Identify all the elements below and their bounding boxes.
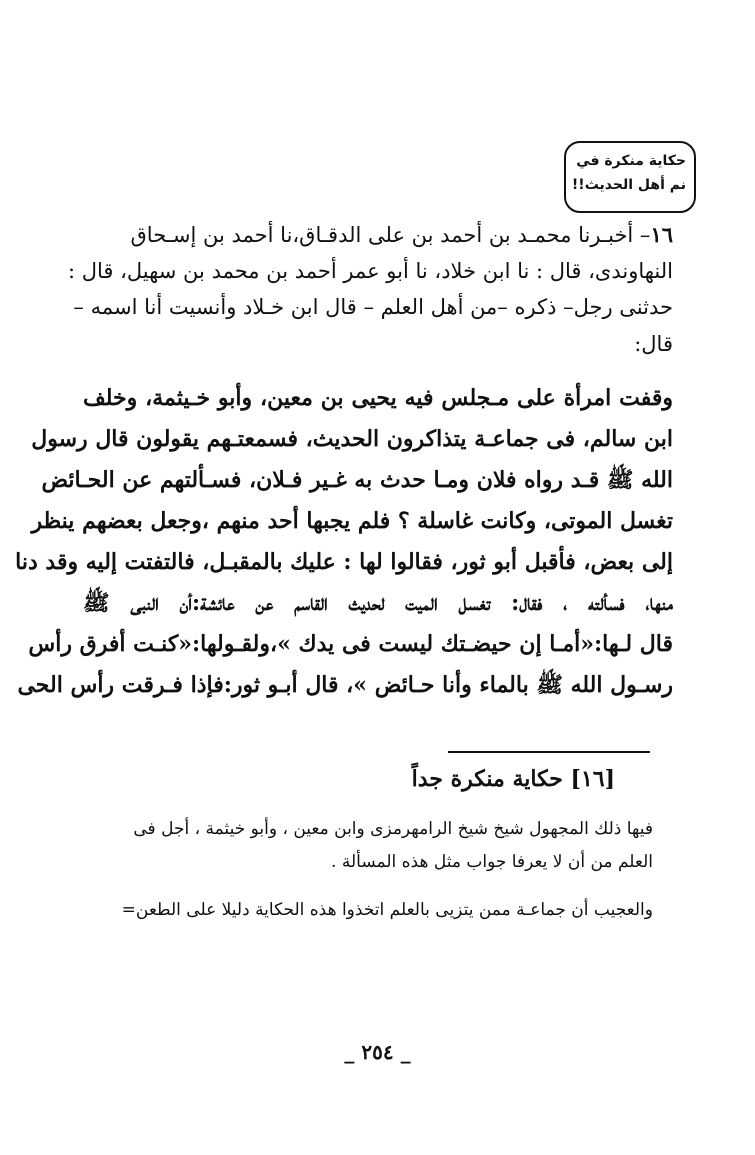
footnote-title: [١٦] حكاية منكرة جداً	[411, 766, 615, 792]
page-number: _ ٢٥٤ _	[344, 1040, 411, 1064]
footnote-line-3: والعجيب أن جماعـة ممن يتزيى بالعلم اتخذوا هذه الحكاية دليلا على الطعن=	[121, 900, 653, 920]
side-note-line-2: نم أهل الحديث!!	[571, 177, 686, 193]
story-line-2: ابن سالم، فى جماعـة يتذاكرون الحديث، فسمعتـهم يقولون قال رسول	[31, 426, 673, 452]
footnote-line-2: العلم من أن لا يعرفا جواب مثل هذه المسألة .	[331, 852, 653, 872]
footnote-line-1: فيها ذلك المجهول شيخ شيخ الرامهرمزى وابن معين ، وأبو خيثمة ، أجل فى	[133, 819, 653, 839]
narration-line-2: النهاوندى، قال : نا ابن خلاد، نا أبو عمر أحمد بن محمد بن سهيل، قال :	[67, 259, 673, 283]
narration-line-4: قال:	[634, 332, 673, 356]
narration-line-1	[83, 218, 673, 252]
story-line-3: الله ﷺ قـد رواه فلان ومـا حدث به غـير فـلان، فسـألتهم عن الحـائض	[41, 467, 673, 493]
story-line-6: منها، فسألته ، فقال: تغسل الميت لحديث القاسم عن عائشة:أن النبى ﷺ	[83, 590, 673, 616]
story-line-7: قال لـها:«أمـا إن حيضـتك ليست فى يدك »،ولقـولها:«كنـت أفرق رأس	[28, 631, 673, 657]
story-line-4: تغسل الموتى، وكانت غاسلة ؟ فلم يجبها أحد منهم ،وجعل بعضهم ينظر	[31, 508, 673, 534]
narration-line-3: حدثنى رجل– ذكره –من أهل العلم – قال ابن خـلاد وأنسيت أنا اسمه –	[73, 295, 673, 319]
narration-number: ١٦	[650, 222, 673, 247]
story-line-8: رسـول الله ﷺ بالماء وأنا حـائض »، قال أبـو ثور:فإذا فـرقت رأس الحى	[17, 672, 673, 698]
side-note-line-1: حكاية منكرة في	[576, 153, 686, 169]
story-line-1: وقفت امرأة على مـجلس فيه يحيى بن معين، وأبو خـيثمة، وخلف	[83, 385, 673, 411]
footnote-separator	[448, 751, 650, 753]
narration-line-1-text: – أخبـرنا محمـد بن أحمد بن على الدقـاق،نا أحمد بن إسـحاق	[130, 223, 651, 247]
story-line-5: إلى بعض، فأقبل أبو ثور، فقالوا لها : عليك بالمقبـل، فالتفتت إليه وقد دنا	[15, 549, 673, 575]
side-note-box	[564, 141, 696, 213]
